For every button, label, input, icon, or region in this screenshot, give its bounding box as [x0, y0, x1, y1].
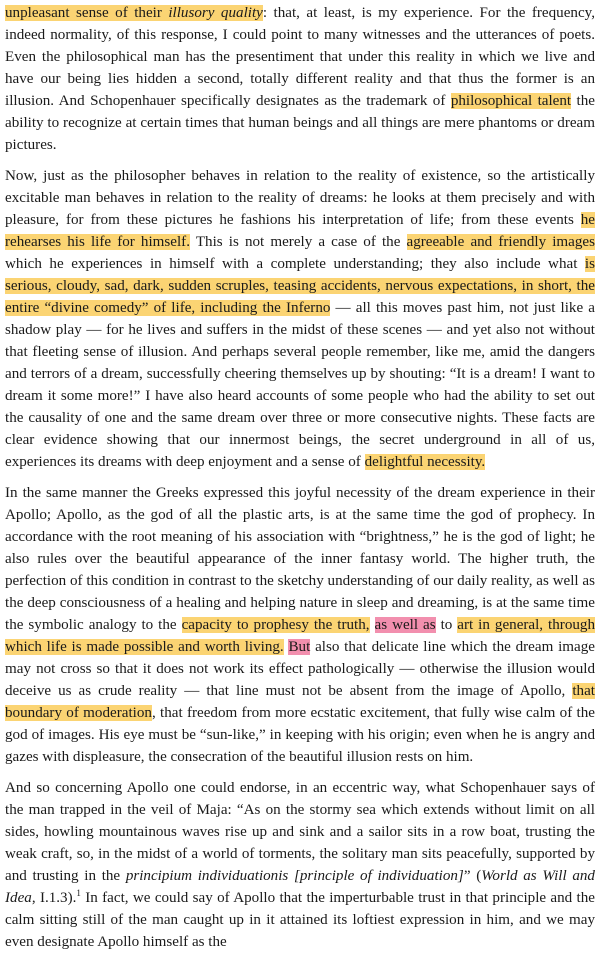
highlight-yellow: that boundary of moderation	[5, 683, 595, 721]
text-run	[370, 617, 375, 633]
text-run: ” (	[463, 868, 482, 884]
text-run: also that delicate line which the dream image may not cross so that it does not work its effect pathologically — otherwise the illusion would deceive us as crude reality — that line must not be absent from the image of Apollo,	[5, 639, 595, 699]
text-run: This is not merely a case of the	[189, 234, 407, 250]
highlight-yellow: art in general, through which life is made possible and worth living.	[5, 617, 596, 655]
text-run: to	[435, 617, 458, 633]
text-run: , that freedom from more ecstatic excitement, that fully wise calm of the god of images. His eye must be “sun-like,” in keeping with his origin; even when he is angry and gazes with displeasure, the consecration of the beautiful illusion rests on him.	[5, 705, 596, 765]
paragraph-4	[5, 777, 595, 953]
italic-text: World as Will and Idea	[5, 868, 595, 906]
text-run: : that, at least, is my experience. For the frequency, indeed normality, of this response, I could point to many witnesses and the utterances of poets. Even the philosophical man has the presentiment that under this reality in which we live and have our being lies hidden a second, totally different reality and that thus the former is an illusion. And Schopenhauer specifically designates as the trademark of	[5, 5, 595, 109]
highlight-yellow: agreeable and friendly images	[406, 234, 595, 250]
text-run: — all this moves past him, not just like a shadow play — for he lives and suffers in the midst of these scenes — and yet also not without that fleeting sense of illusion. And perhaps several people remember, like me, amid the dangers and terrors of a dream, successfully cheering themselves up by shouting: “It is a dream! I want to dream it some more!” I have also heard accounts of some people who had the ability to set out the causality of one and the same dream over three or more consecutive nights. These facts are clear evidence showing that our innermost beings, the secret underground in all of us, experiences its dreams with deep enjoyment and a sense of	[5, 300, 595, 470]
highlight-yellow: illusory quality	[168, 5, 263, 21]
document-page	[0, 2, 600, 950]
text-run: Now, just as the philosopher behaves in relation to the reality of existence, so the artistically excitable man behaves in relation to the reality of dreams: he looks at them precisely and with pleasure, for from these pictures he fashions his interpretation of life; from these events	[5, 168, 595, 228]
highlight-pink: But	[288, 639, 311, 655]
paragraph-3	[5, 482, 595, 768]
text-run: In the same manner the Greeks expressed this joyful necessity of the dream experience in their Apollo; Apollo, as the god of all the plastic arts, is at the same time the god of prophecy. In accordance with the root meaning of his association with “brightness,” he is the god of light; he also rules over the beautiful appearance of the inner fantasy world. The higher truth, the perfection of this condition in contrast to the sketchy understanding of our daily reality, as well as the deep consciousness of a healing and helping nature in sleep and dreaming, is at the same time the symbolic analogy to the	[5, 485, 595, 633]
highlight-yellow: capacity to prophesy the truth,	[181, 617, 370, 633]
highlight-yellow: delightful necessity.	[364, 454, 486, 470]
italic-text: principium individuationis [principle of individuation]	[125, 868, 464, 884]
text-run: , I.1.3).	[31, 890, 77, 906]
paragraph-2	[5, 165, 595, 473]
text-run: And so concerning Apollo one could endorse, in an eccentric way, what Schopenhauer says of the man trapped in the veil of Maja: “As on the stormy sea which extends without limit on all sides, howling mountainous waves rise up and sink and a sailor sits in a row boat, trusting the weak craft, so, in the midst of a world of torments, the solitary man sits peacefully, supported by and trusting in the	[5, 780, 595, 884]
highlight-yellow: he rehearses his life for himself.	[5, 212, 595, 250]
text-run: which he experiences in himself with a complete understanding; they also include what	[5, 256, 585, 272]
highlight-yellow: is serious, cloudy, sad, dark, sudden scruples, teasing accidents, nervous expectations, in short, the entire “divine comedy” of life, including the Inferno	[5, 256, 595, 316]
highlight-yellow: philosophical talent	[450, 93, 572, 109]
text-run: In fact, we could say of Apollo that the imperturbable trust in that principle and the calm sitting still of the man caught up in it attained its loftiest expression in him, and we may even designate Apollo himself as the	[5, 890, 595, 950]
highlight-pink: as well as	[374, 617, 436, 633]
paragraph-1	[5, 2, 595, 156]
text-run: the ability to recognize at certain times that human beings and all things are mere phantoms or dream pictures.	[5, 93, 595, 153]
footnote-marker: 1	[76, 887, 81, 898]
highlight-yellow: unpleasant sense of their	[5, 5, 169, 21]
